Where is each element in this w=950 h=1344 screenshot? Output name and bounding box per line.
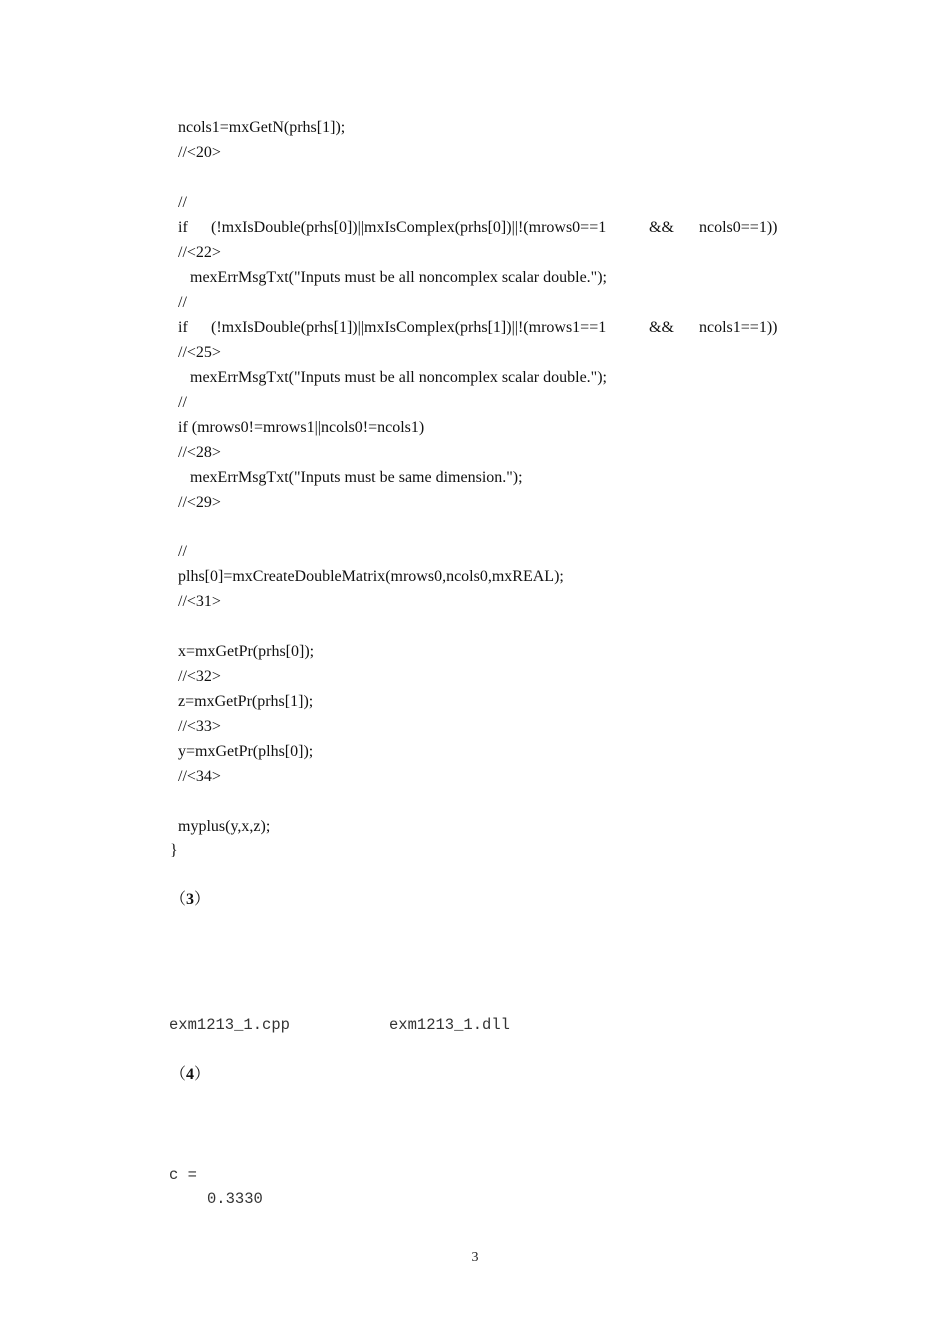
code-if-statement: [178, 218, 798, 238]
code-comment: //<34>: [178, 768, 221, 785]
page-number: 3: [471, 1250, 479, 1265]
code-comment: //<28>: [178, 444, 221, 461]
code-comment: //<20>: [178, 144, 221, 161]
code-if-statement: [178, 318, 798, 338]
code-comment: //: [178, 543, 187, 560]
code-comment: //<22>: [178, 244, 221, 261]
if-condition-tail: ncols0==1)): [699, 219, 778, 236]
if-condition-tail: ncols1==1)): [699, 319, 778, 336]
code-comment: //<32>: [178, 668, 221, 685]
code-line: x=mxGetPr(prhs[0]);: [178, 643, 315, 660]
step-3-heading: （3）: [170, 891, 211, 908]
code-comment: //<29>: [178, 494, 221, 511]
and-operator: &&: [649, 319, 674, 336]
code-line: z=mxGetPr(prhs[1]);: [178, 693, 314, 710]
code-comment: //: [178, 394, 187, 411]
code-line: myplus(y,x,z);: [178, 818, 271, 835]
code-line: ncols1=mxGetN(prhs[1]);: [178, 119, 346, 136]
code-line: plhs[0]=mxCreateDoubleMatrix(mrows0,ncols0,mxREAL);: [178, 568, 564, 585]
code-comment: //: [178, 294, 187, 311]
if-condition: (!mxIsDouble(prhs[0])||mxIsComplex(prhs[0])||!(mrows0==1: [211, 219, 607, 236]
closing-brace: }: [170, 842, 178, 859]
code-line: if (mrows0!=mrows1||ncols0!=ncols1): [178, 419, 425, 436]
code-comment: //: [178, 194, 187, 211]
step-4-heading: （4）: [170, 1066, 211, 1083]
code-line: y=mxGetPr(plhs[0]);: [178, 743, 314, 760]
if-keyword: if: [178, 319, 188, 336]
and-operator: &&: [649, 219, 674, 236]
code-line: mexErrMsgTxt("Inputs must be all noncomplex scalar double.");: [190, 369, 607, 386]
code-line: mexErrMsgTxt("Inputs must be all noncomplex scalar double.");: [190, 269, 607, 286]
dll-filename: exm1213_1.dll: [389, 1016, 510, 1034]
if-condition: (!mxIsDouble(prhs[1])||mxIsComplex(prhs[1])||!(mrows1==1: [211, 319, 607, 336]
cpp-filename: exm1213_1.cpp: [169, 1016, 290, 1034]
output-variable: c =: [169, 1166, 197, 1184]
if-keyword: if: [178, 219, 188, 236]
code-comment: //<31>: [178, 593, 221, 610]
code-comment: //<25>: [178, 344, 221, 361]
code-line: mexErrMsgTxt("Inputs must be same dimension.");: [190, 469, 523, 486]
output-value: 0.3330: [207, 1190, 263, 1208]
code-comment: //<33>: [178, 718, 221, 735]
